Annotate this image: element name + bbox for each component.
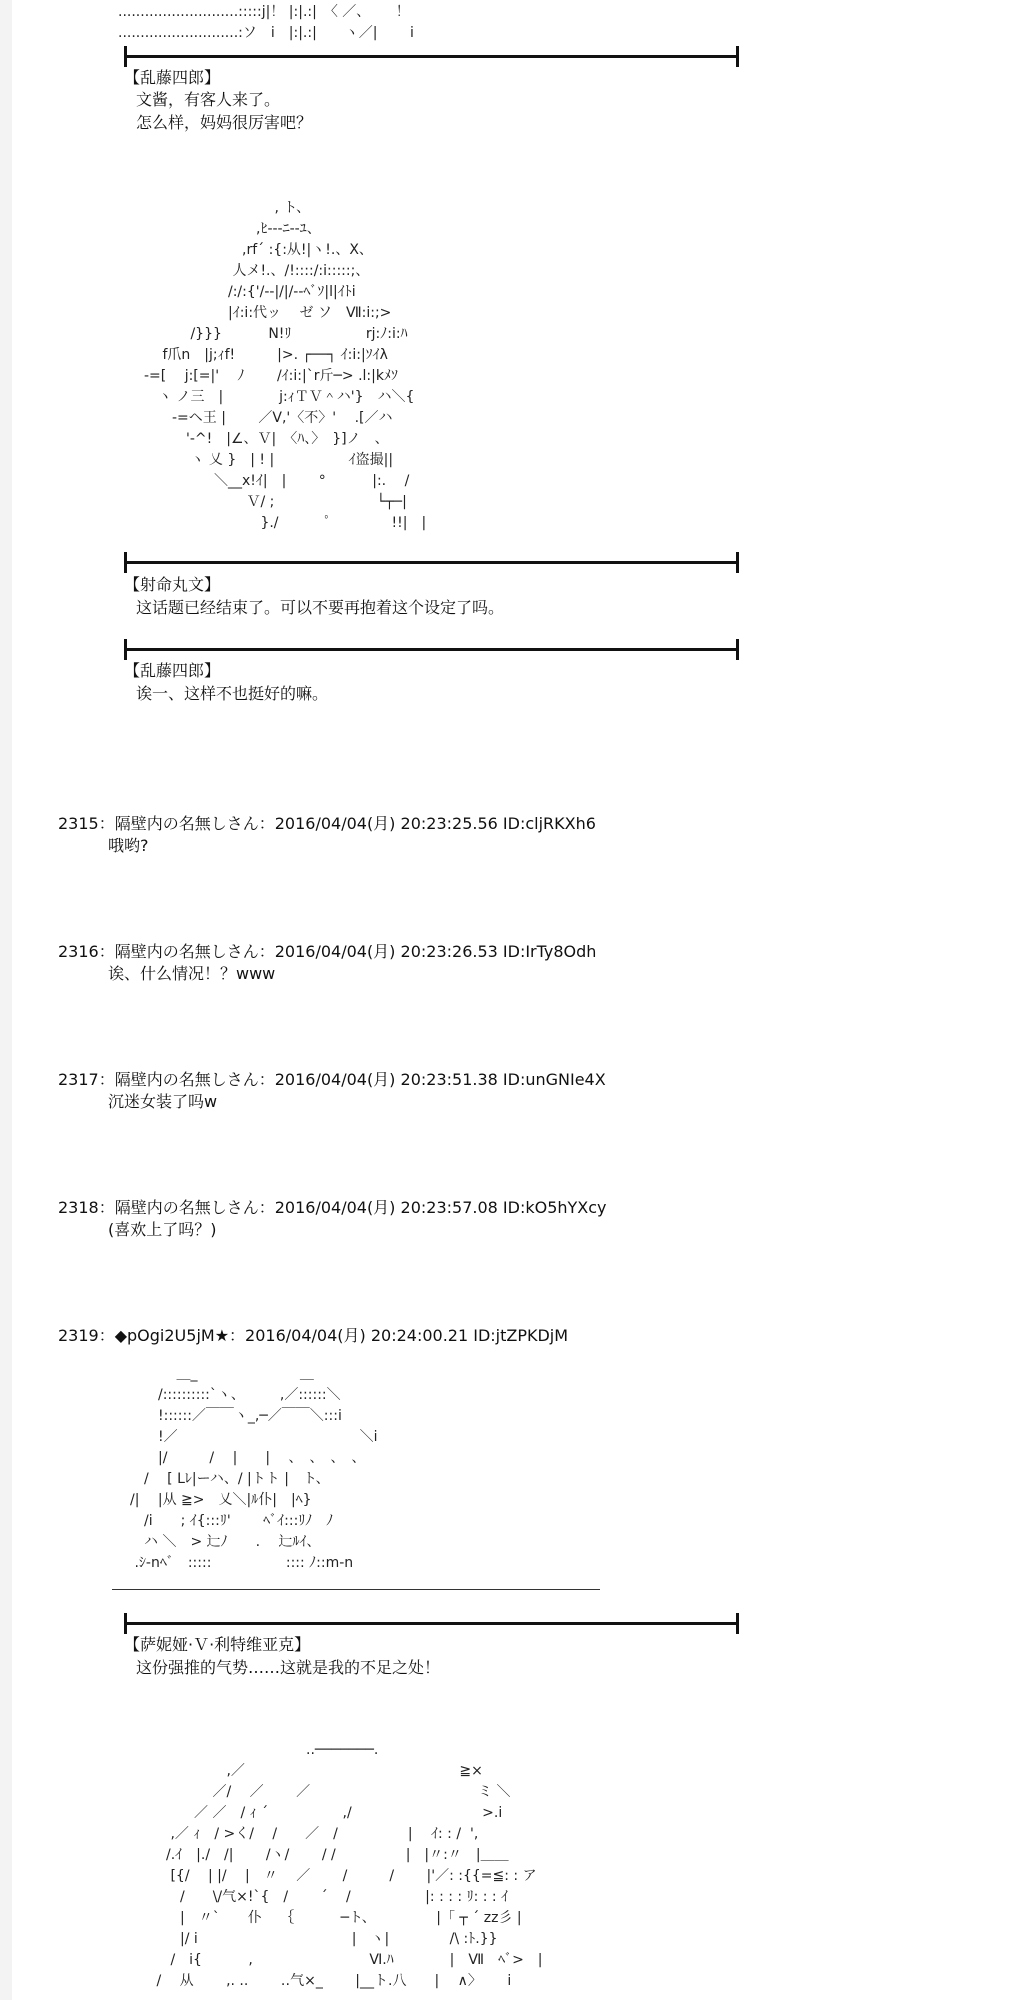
post-meta: ：隔壁内の名無しさん：2016/04/04(月) 20:23:26.53 ID:IrTy8Odh [98, 942, 597, 961]
post-meta: ：◆pOgi2U5jM★：2016/04/04(月) 20:24:00.21 ID:jtZPKDjM [98, 1326, 569, 1345]
thread-page [12, 0, 1025, 2000]
ascii-art-mother: , ト、 ,ﾋ--‐ﾆ--ﾕ、 ,rf´ :{:从!|ヽ!.、X、 人メ!.、/!::::/:i:::::;、 /:/:{'/--|/|/--ﾍﾞｿ|l|ｲﾄi |ｲ:i:代ッ ゼ ソ Ⅶ:i:;> /}}} N!ﾘ rj:ﾉ:i:ﾊ f爪n |j;ｨf! |>. ┌──┐ ｲ:i:|ｿｲλ -=[ j:[=|' ﾉ /ｲ:i:|`r斤─> .l:|kﾒｿ ヽ ノ三 | j:ｨＴＶ＾ハ'} ハ＼{ -=ヘ王 | ／V,'〈不〉' .[／ハ '-^! |∠、Ｖ| 〈ﾊ、〉 }]ノ 、 ヽ 乂 } | ! | ｲ盗撮|| ＼__x!ｲ| | ° |:. / Ｖ/ ; └┬─| }./ ﾟ !!| | [143, 200, 427, 531]
post-header [58, 1198, 607, 1218]
post-number[interactable]: 2315 [58, 814, 99, 833]
ascii-art-baseline [112, 1589, 600, 1590]
dialogue-line: 这份强推的气势……这就是我的不足之处！ [136, 1658, 441, 1677]
post-meta: ：隔壁内の名無しさん：2016/04/04(月) 20:23:51.38 ID:unGNIe4X [98, 1070, 606, 1089]
post-body: (喜欢上了吗？) [108, 1220, 217, 1239]
speaker-label: 【乱藤四郎】 [124, 661, 221, 680]
author-post-header [58, 1326, 568, 1346]
post-number[interactable]: 2318 [58, 1198, 99, 1217]
speaker-label: 【乱藤四郎】 [124, 68, 221, 87]
scene-divider [124, 561, 739, 564]
post-number[interactable]: 2317 [58, 1070, 99, 1089]
ascii-art-sanya: ..───────. ,／ ≧× ／/ ／ ／ ミ ＼ ／ ／ / ｨ ´ ,/ >.i ,／ ｨ / >く/ / ／ / | ｲ: : / ', /.ｲ |./ /| /ヽ/ / / | |〃:〃 |＿＿ [{/ | |/ | 〃 ／ / / |'／: :{{=≦: : ア / \/气×!`{ / ´ / |: : : : ﾘ: : : ｲ | 〃` 仆 ｛ ─ト、 |「 ┬ ´ zz彡 | |/ i | ヽ| /\ :ﾄ.}} / i{ , Ⅵ.ﾊ | Ⅶ ﾍﾞ> | / 从 ,. .. ‥气×_ |__ト.八 | ∧〉 i [156, 1742, 543, 1989]
scene-divider [124, 1622, 739, 1625]
scene-divider [124, 55, 739, 58]
post-body: 沉迷女装了吗w [108, 1092, 218, 1111]
dialogue-line: 怎么样，妈妈很厉害吧？ [136, 113, 313, 132]
speaker-label: 【射命丸文】 [124, 575, 221, 594]
post-meta: ：隔壁内の名無しさん：2016/04/04(月) 20:23:25.56 ID:cljRKXh6 [98, 814, 596, 833]
post-header [58, 1070, 606, 1090]
post-header [58, 942, 596, 962]
post-body: 哦哟? [108, 836, 149, 855]
post-meta: ：隔壁内の名無しさん：2016/04/04(月) 20:23:57.08 ID:kO5hYXcy [98, 1198, 607, 1217]
post-header [58, 814, 596, 834]
ascii-art-chibi: ＿_ ＿ /::::::::::`ヽ、 ,／::::::＼ !::::::／￣￣ヽ_,─／￣￣＼:::i !／ ＼i |/ / | | 、 、 、 、 / [ Lﾚ|ーハ、/ |トト | ト、 /| |从 ≧> 乂＼|ﾙ仆| |ﾍ} /i ; ｲ{:::ﾘ' ﾍﾞｲ:::ﾘﾉ ﾉ ハ ＼ > 辷ﾉ . 辷ﾙｲ、 .ｼ-nﾍﾞ ::::: :::: ﾉ::m-n [129, 1366, 378, 1571]
ascii-art-top-fragment: ...........................:::::j|！ |:|.:| 〈 ／、 ！ ...........................:ソ i |:|.:| ヽ／| i [118, 4, 414, 41]
post-number[interactable]: 2319 [58, 1326, 99, 1345]
speaker-label: 【萨妮娅·Ｖ·利特维亚克】 [124, 1635, 311, 1654]
dialogue-line: 诶一、这样不也挺好的嘛。 [136, 684, 329, 703]
scene-divider [124, 648, 739, 651]
post-body: 诶、什么情况！？www [108, 964, 276, 983]
dialogue-line: 文酱，有客人来了。 [136, 90, 281, 109]
dialogue-line: 这话题已经结束了。可以不要再抱着这个设定了吗。 [136, 598, 505, 617]
post-number[interactable]: 2316 [58, 942, 99, 961]
